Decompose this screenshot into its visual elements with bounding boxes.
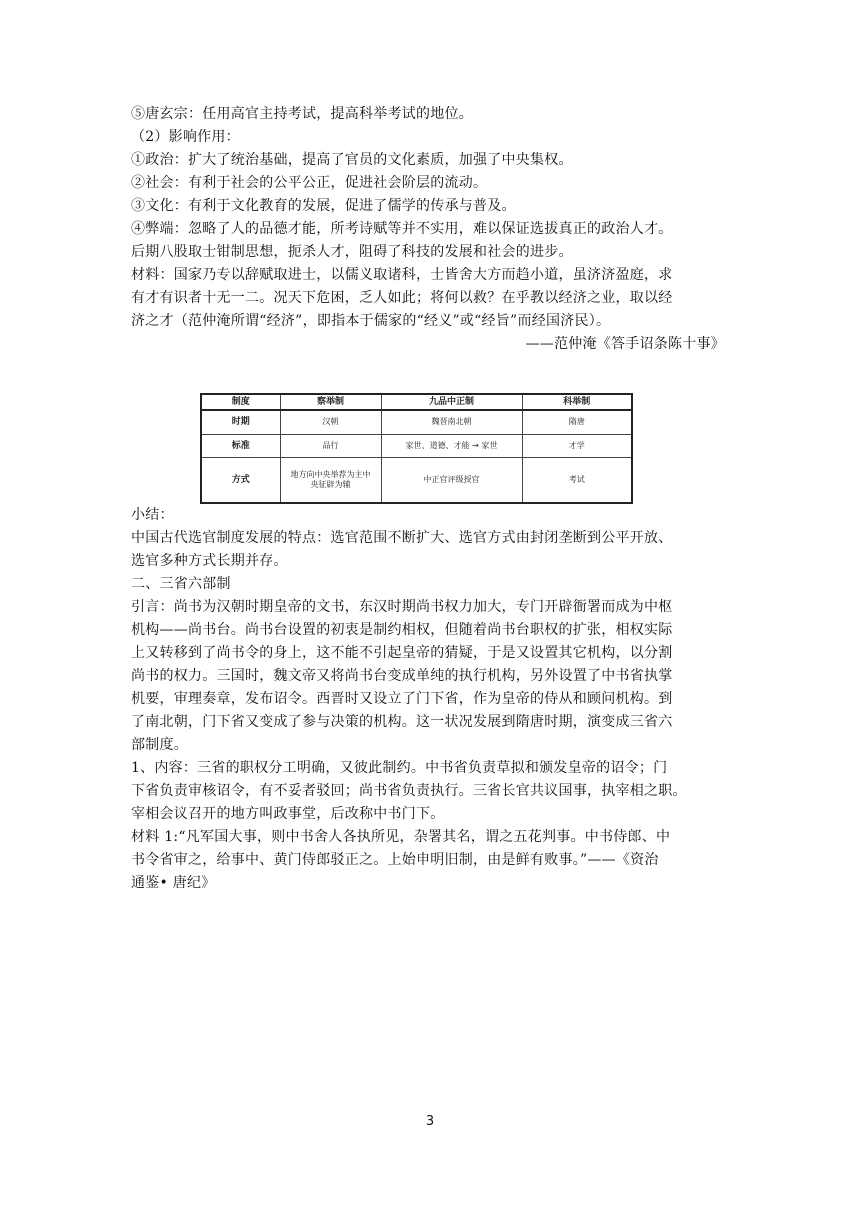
page-number: 3: [425, 1114, 435, 1129]
comparison-table: [200, 393, 631, 504]
text-line: 选官多种方式长期并存。: [131, 553, 288, 569]
text-line: 部制度。: [131, 737, 188, 753]
text-line: 通鉴• 唐纪》: [131, 875, 216, 891]
text-line: 小结：: [131, 507, 174, 523]
text-line: （2）影响作用：: [131, 129, 240, 145]
text-line: ①政治：扩大了统治基础，提高了官员的文化素质，加强了中央集权。: [131, 152, 573, 168]
text-line: 宰相会议召开的地方叫政事堂，后改称中书门下。: [131, 806, 445, 822]
table-row: [201, 434, 632, 457]
table-cell: 魏晋南北朝: [381, 410, 522, 434]
row-label: 时期: [201, 410, 280, 434]
text-line: 引言：尚书为汉朝时期皇帝的文书，东汉时期尚书权力加大，专门开辟衙署而成为中枢: [131, 599, 673, 615]
text-line: ④弊端：忽略了人的品德才能，所考诗赋等并不实用，难以保证选拔真正的政治人才。: [131, 221, 673, 237]
table-cell: 隋唐: [522, 410, 632, 434]
text-line: ③文化：有利于文化教育的发展，促进了儒学的传承与普及。: [131, 198, 516, 214]
text-line: 后期八股取士钳制思想，扼杀人才，阻碍了科技的发展和社会的进步。: [131, 244, 573, 260]
table-row: [201, 458, 632, 503]
text-line: 机构——尚书台。尚书台设置的初衷是制约相权，但随着尚书台职权的扩张，相权实际: [131, 622, 673, 638]
text-line: 有才有识者十无一二。况天下危困，乏人如此；将何以救？在乎教以经济之业，取以经: [131, 290, 673, 306]
text-line: 了南北朝，门下省又变成了参与决策的机构。这一状况发展到隋唐时期，演变成三省六: [131, 714, 673, 730]
table-cell: 考试: [522, 458, 632, 503]
row-label: 标准: [201, 434, 280, 457]
table-header: 科举制: [522, 394, 632, 410]
table-cell: 才学: [522, 434, 632, 457]
text-line: 材料：国家乃专以辞赋取进士，以儒义取诸科，士皆舍大方而趋小道，虽济济盈庭，求: [131, 267, 673, 283]
text-line: ②社会：有利于社会的公平公正，促进社会阶层的流动。: [131, 175, 488, 191]
text-line: 济之才（范仲淹所谓“经济”，即指本于儒家的“经义”或“经旨”而经国济民）。: [131, 313, 611, 329]
table-header-row: [201, 394, 632, 410]
table-cell: 家世、道德、才能 → 家世: [381, 434, 522, 457]
text-line: 书令省审之，给事中、黄门侍郎驳正之。上始申明旧制，由是鲜有败事。”——《资治: [131, 852, 659, 868]
table-header: 察举制: [280, 394, 381, 410]
text-line: 尚书的权力。三国时，魏文帝又将尚书台变成单纯的执行机构，另外设置了中书省执掌: [131, 668, 673, 684]
attribution: ——范仲淹《答手诏条陈十事》: [525, 336, 725, 352]
table-cell: 品行: [280, 434, 381, 457]
table-cell: 地方向中央举荐为主中央征辟为辅: [280, 458, 381, 503]
text-line: 机要，审理奏章，发布诏令。西晋时又设立了门下省，作为皇帝的侍从和顾问机构。到: [131, 691, 673, 707]
text-line: 材料 1:“凡军国大事，则中书舍人各执所见，杂署其名，谓之五花判事。中书侍郎、中: [131, 829, 671, 845]
text-line: ⑤唐玄宗：任用高官主持考试，提高科举考试的地位。: [131, 106, 473, 122]
text-line: 中国古代选官制度发展的特点：选官范围不断扩大、选官方式由封闭垄断到公平开放、: [131, 530, 673, 546]
text-line: 上又转移到了尚书令的身上，这不能不引起皇帝的猜疑，于是又设置其它机构，以分割: [131, 645, 673, 661]
table-row: [201, 410, 632, 434]
table-header: 制度: [201, 394, 280, 410]
text-line: 1、内容：三省的职权分工明确，又彼此制约。中书省负责草拟和颁发皇帝的诏令；门: [131, 760, 668, 776]
table-cell: 中正官评级授官: [381, 458, 522, 503]
row-label: 方式: [201, 458, 280, 503]
section-heading: 二、三省六部制: [131, 576, 231, 592]
text-line: 下省负责审核诏令，有不妥者驳回；尚书省负责执行。三省长官共议国事，执宰相之职。: [131, 783, 687, 799]
table-header: 九品中正制: [381, 394, 522, 410]
table-cell: 汉朝: [280, 410, 381, 434]
